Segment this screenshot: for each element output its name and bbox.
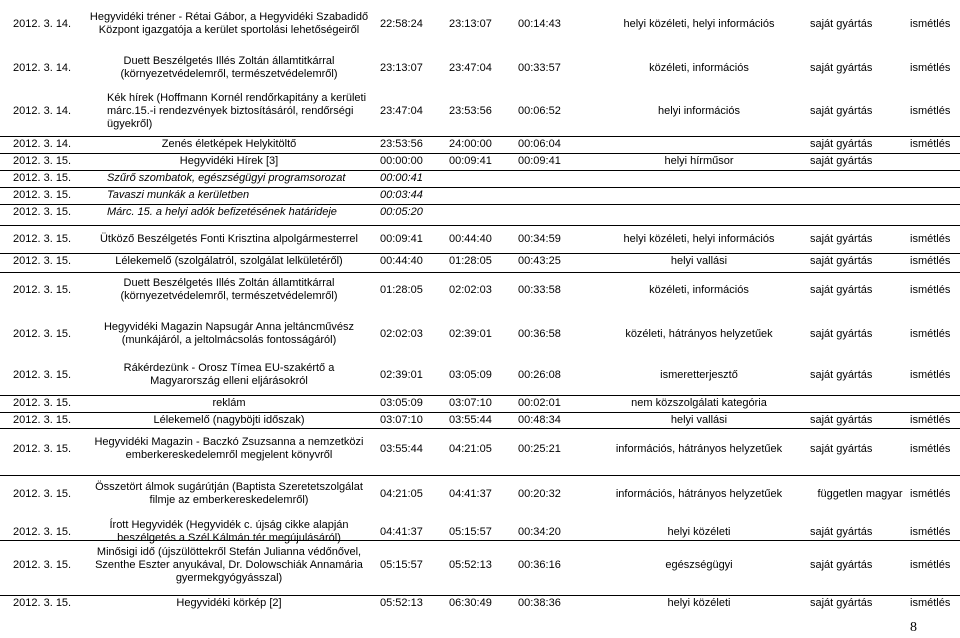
row-divider (0, 153, 960, 154)
end-time-cell: 23:13:07 (449, 17, 492, 30)
row-divider (0, 204, 960, 205)
production-cell: saját gyártás (810, 104, 873, 117)
production-cell: saját gyártás (810, 138, 873, 150)
date-cell: 2012. 3. 15. (13, 232, 72, 245)
repeat-cell (910, 153, 960, 170)
repeat-cell: ismétlés (910, 558, 951, 571)
table-row (0, 50, 960, 86)
start-time-cell: 03:07:10 (380, 414, 423, 426)
end-time-cell: 05:15:57 (449, 525, 492, 538)
category-cell: helyi vallási (670, 255, 728, 267)
repeat-cell: ismétlés (910, 232, 951, 245)
duration-cell: 00:09:41 (518, 155, 561, 167)
end-time-cell: 23:47:04 (449, 61, 492, 74)
row-divider (0, 170, 960, 171)
date-cell: 2012. 3. 15. (13, 189, 72, 201)
row-divider (0, 395, 960, 396)
title-cell: Hegyvidéki körkép [2] (176, 597, 282, 609)
end-time-cell: 03:55:44 (449, 414, 492, 426)
repeat-cell (910, 204, 960, 221)
category-cell: helyi információs (658, 104, 740, 117)
title-cell: Márc. 15. a helyi adók befizetésének határideje (107, 206, 337, 218)
date-cell: 2012. 3. 15. (13, 442, 72, 455)
category-cell (594, 204, 804, 221)
duration-cell: 00:34:59 (518, 232, 561, 245)
table-row (0, 253, 960, 270)
category-cell: egészségügyi (665, 558, 733, 571)
production-cell: saját gyártás (810, 368, 873, 381)
repeat-cell: ismétlés (910, 104, 951, 117)
duration-cell: 00:14:43 (518, 17, 561, 30)
production-cell (810, 395, 910, 412)
category-cell: helyi közéleti, helyi információs (623, 232, 775, 245)
duration-cell: 00:33:58 (518, 283, 561, 296)
duration-cell: 00:02:01 (518, 397, 561, 409)
start-time-cell: 00:00:41 (380, 172, 423, 184)
title-cell: Hegyvidéki tréner - Rétai Gábor, a Hegyvidéki Szabadidő Központ igazgatója a kerület sportolási lehetőségeiről (89, 11, 369, 36)
date-cell: 2012. 3. 15. (13, 283, 72, 296)
title-cell: Duett Beszélgetés Illés Zoltán államtitkárral (környezetvédelemről, természetvédelemről) (120, 277, 338, 302)
repeat-cell: ismétlés (910, 138, 951, 150)
date-cell: 2012. 3. 15. (13, 206, 72, 218)
date-cell: 2012. 3. 14. (13, 61, 72, 74)
category-cell: helyi hírműsor (664, 155, 734, 167)
category-cell (594, 170, 804, 187)
title-cell: Kék hírek (Hoffmann Kornél rendőrkapitány a kerületi márc.15.-i rendezvények biztosításáról, rendőrségi ügyekről) (107, 91, 367, 130)
start-time-cell: 02:02:03 (380, 327, 423, 340)
date-cell: 2012. 3. 15. (13, 558, 72, 571)
start-time-cell: 00:03:44 (380, 189, 423, 201)
row-divider (0, 428, 960, 429)
category-cell: helyi közéleti, helyi információs (623, 17, 775, 30)
end-time-cell: 06:30:49 (449, 597, 492, 609)
table-row (0, 272, 960, 308)
start-time-cell: 04:41:37 (380, 525, 423, 538)
date-cell: 2012. 3. 15. (13, 255, 72, 267)
repeat-cell: ismétlés (910, 414, 951, 426)
title-cell: Minősigi idő (újszülöttekről Stefán Julianna védőnővel, Szenthe Eszter anyukával, Dr. Dolowschiák Annamária gyermekgyógyásszal) (95, 545, 363, 584)
end-time-cell: 01:28:05 (449, 255, 492, 267)
repeat-cell: ismétlés (910, 597, 951, 609)
table-row (0, 187, 960, 204)
production-cell (810, 204, 910, 221)
table-row (0, 153, 960, 170)
date-cell: 2012. 3. 15. (13, 597, 72, 609)
duration-cell: 00:06:52 (518, 104, 561, 117)
category-cell: információs, hátrányos helyzetűek (615, 442, 783, 455)
duration-cell: 00:34:20 (518, 525, 561, 538)
start-time-cell: 03:55:44 (380, 442, 423, 455)
category-cell: helyi közéleti (667, 597, 731, 609)
category-cell: helyi vallási (670, 414, 728, 426)
start-time-cell: 00:05:20 (380, 206, 423, 218)
row-divider (0, 272, 960, 273)
duration-cell: 00:43:25 (518, 255, 561, 267)
duration-cell: 00:36:58 (518, 327, 561, 340)
repeat-cell: ismétlés (910, 327, 951, 340)
table-row (0, 412, 960, 429)
title-cell: Hegyvidéki Hírek [3] (179, 155, 279, 167)
table-row (0, 136, 960, 153)
end-time-cell: 02:02:03 (449, 283, 492, 296)
end-time-cell: 00:44:40 (449, 232, 492, 245)
category-cell (594, 187, 804, 204)
production-cell: saját gyártás (810, 155, 873, 167)
date-cell: 2012. 3. 15. (13, 414, 72, 426)
category-cell: helyi közéleti (667, 525, 731, 538)
title-cell: Rákérdezünk - Orosz Tímea EU-szakértő a Magyarország elleni eljárásokról (123, 362, 335, 387)
row-divider (0, 540, 960, 541)
production-cell: saját gyártás (810, 283, 873, 296)
title-cell: Összetört álmok sugárútján (Baptista Szeretetszolgálat filmje az emberkereskedelemről) (95, 481, 363, 506)
start-time-cell: 05:52:13 (380, 597, 423, 609)
start-time-cell: 22:58:24 (380, 17, 423, 30)
category-cell: közéleti, hátrányos helyzetűek (625, 327, 773, 340)
production-cell: független magyar (817, 487, 903, 500)
row-divider (0, 253, 960, 254)
date-cell: 2012. 3. 15. (13, 155, 72, 167)
end-time-cell: 02:39:01 (449, 327, 492, 340)
start-time-cell: 00:09:41 (380, 232, 423, 245)
date-cell: 2012. 3. 15. (13, 368, 72, 381)
table-row (0, 314, 960, 354)
page-number: 8 (910, 620, 917, 635)
repeat-cell: ismétlés (910, 487, 951, 500)
row-divider (0, 595, 960, 596)
title-cell: Duett Beszélgetés Illés Zoltán államtitkárral (környezetvédelemről, természetvédelemről) (120, 55, 338, 80)
duration-cell: 00:26:08 (518, 368, 561, 381)
duration-cell: 00:25:21 (518, 442, 561, 455)
row-divider (0, 412, 960, 413)
start-time-cell: 01:28:05 (380, 283, 423, 296)
production-cell (810, 187, 910, 204)
date-cell: 2012. 3. 15. (13, 487, 72, 500)
repeat-cell: ismétlés (910, 442, 951, 455)
date-cell: 2012. 3. 15. (13, 327, 72, 340)
table-row (0, 428, 960, 470)
production-cell (810, 170, 910, 187)
table-row (0, 475, 960, 513)
repeat-cell (910, 187, 960, 204)
repeat-cell: ismétlés (910, 368, 951, 381)
category-cell: ismeretterjesztő (660, 368, 738, 381)
category-cell: közéleti, információs (649, 283, 749, 296)
title-cell: Lélekemelő (nagyböjti időszak) (153, 414, 305, 426)
table-row (0, 395, 960, 412)
table-row (0, 170, 960, 187)
start-time-cell: 02:39:01 (380, 368, 423, 381)
table-row (0, 540, 960, 590)
end-time-cell: 00:09:41 (449, 155, 492, 167)
start-time-cell: 04:21:05 (380, 487, 423, 500)
end-time-cell: 05:52:13 (449, 558, 492, 571)
repeat-cell: ismétlés (910, 61, 951, 74)
production-cell: saját gyártás (810, 558, 873, 571)
repeat-cell: ismétlés (910, 283, 951, 296)
repeat-cell: ismétlés (910, 525, 951, 538)
table-row (0, 204, 960, 221)
title-cell: Tavaszi munkák a kerületben (107, 189, 250, 201)
duration-cell: 00:38:36 (518, 597, 561, 609)
row-divider (0, 475, 960, 476)
end-time-cell: 24:00:00 (449, 138, 492, 150)
title-cell: Lélekemelő (szolgálatról, szolgálat lelkületéről) (115, 255, 343, 267)
repeat-cell (910, 170, 960, 187)
title-cell: Zenés életképek Helykitöltő (161, 138, 297, 150)
row-divider (0, 136, 960, 137)
end-time-cell: 03:05:09 (449, 368, 492, 381)
production-cell: saját gyártás (810, 442, 873, 455)
end-time-cell: 04:21:05 (449, 442, 492, 455)
date-cell: 2012. 3. 14. (13, 17, 72, 30)
start-time-cell: 23:13:07 (380, 61, 423, 74)
repeat-cell (910, 395, 960, 412)
date-cell: 2012. 3. 15. (13, 172, 72, 184)
title-cell: reklám (212, 397, 246, 409)
row-divider (0, 187, 960, 188)
table-row (0, 6, 960, 42)
title-cell: Ütköző Beszélgetés Fonti Krisztina alpolgármesterrel (99, 232, 358, 245)
table-row (0, 225, 960, 253)
repeat-cell: ismétlés (910, 17, 951, 30)
start-time-cell: 00:44:40 (380, 255, 423, 267)
table-row (0, 595, 960, 612)
production-cell: saját gyártás (810, 327, 873, 340)
category-cell: közéleti, információs (649, 61, 749, 74)
start-time-cell: 05:15:57 (380, 558, 423, 571)
production-cell: saját gyártás (810, 414, 873, 426)
production-cell: saját gyártás (810, 61, 873, 74)
title-cell: Hegyvidéki Magazin - Baczkó Zsuzsanna a nemzetközi emberkereskedelemről megjelent könyvről (94, 436, 364, 461)
date-cell: 2012. 3. 15. (13, 525, 72, 538)
production-cell: saját gyártás (810, 17, 873, 30)
production-cell: saját gyártás (810, 255, 873, 267)
production-cell: saját gyártás (810, 525, 873, 538)
date-cell: 2012. 3. 14. (13, 138, 72, 150)
end-time-cell: 03:07:10 (449, 397, 492, 409)
category-cell: nem közszolgálati kategória (631, 397, 767, 409)
duration-cell: 00:48:34 (518, 414, 561, 426)
start-time-cell: 00:00:00 (380, 155, 423, 167)
production-cell: saját gyártás (810, 232, 873, 245)
category-cell (594, 136, 804, 153)
title-cell: Szűrő szombatok, egészségügyi programsorozat (107, 172, 346, 184)
duration-cell: 00:36:16 (518, 558, 561, 571)
date-cell: 2012. 3. 14. (13, 104, 72, 117)
duration-cell: 00:33:57 (518, 61, 561, 74)
date-cell: 2012. 3. 15. (13, 397, 72, 409)
start-time-cell: 23:53:56 (380, 138, 423, 150)
title-cell: Írott Hegyvidék (Hegyvidék c. újság cikke alapján beszélgetés a Szél Kálmán tér megújulásáról) (109, 519, 349, 544)
end-time-cell: 23:53:56 (449, 104, 492, 117)
duration-cell: 00:20:32 (518, 487, 561, 500)
category-cell: információs, hátrányos helyzetűek (615, 487, 783, 500)
production-cell: saját gyártás (810, 597, 873, 609)
start-time-cell: 03:05:09 (380, 397, 423, 409)
start-time-cell: 23:47:04 (380, 104, 423, 117)
row-divider (0, 225, 960, 226)
table-row (0, 88, 960, 134)
duration-cell: 00:06:04 (518, 138, 561, 150)
repeat-cell: ismétlés (910, 255, 951, 267)
end-time-cell: 04:41:37 (449, 487, 492, 500)
title-cell: Hegyvidéki Magazin Napsugár Anna jeltáncművész (munkájáról, a jeltolmácsolás fontosságáról) (103, 321, 355, 346)
table-row (0, 357, 960, 393)
